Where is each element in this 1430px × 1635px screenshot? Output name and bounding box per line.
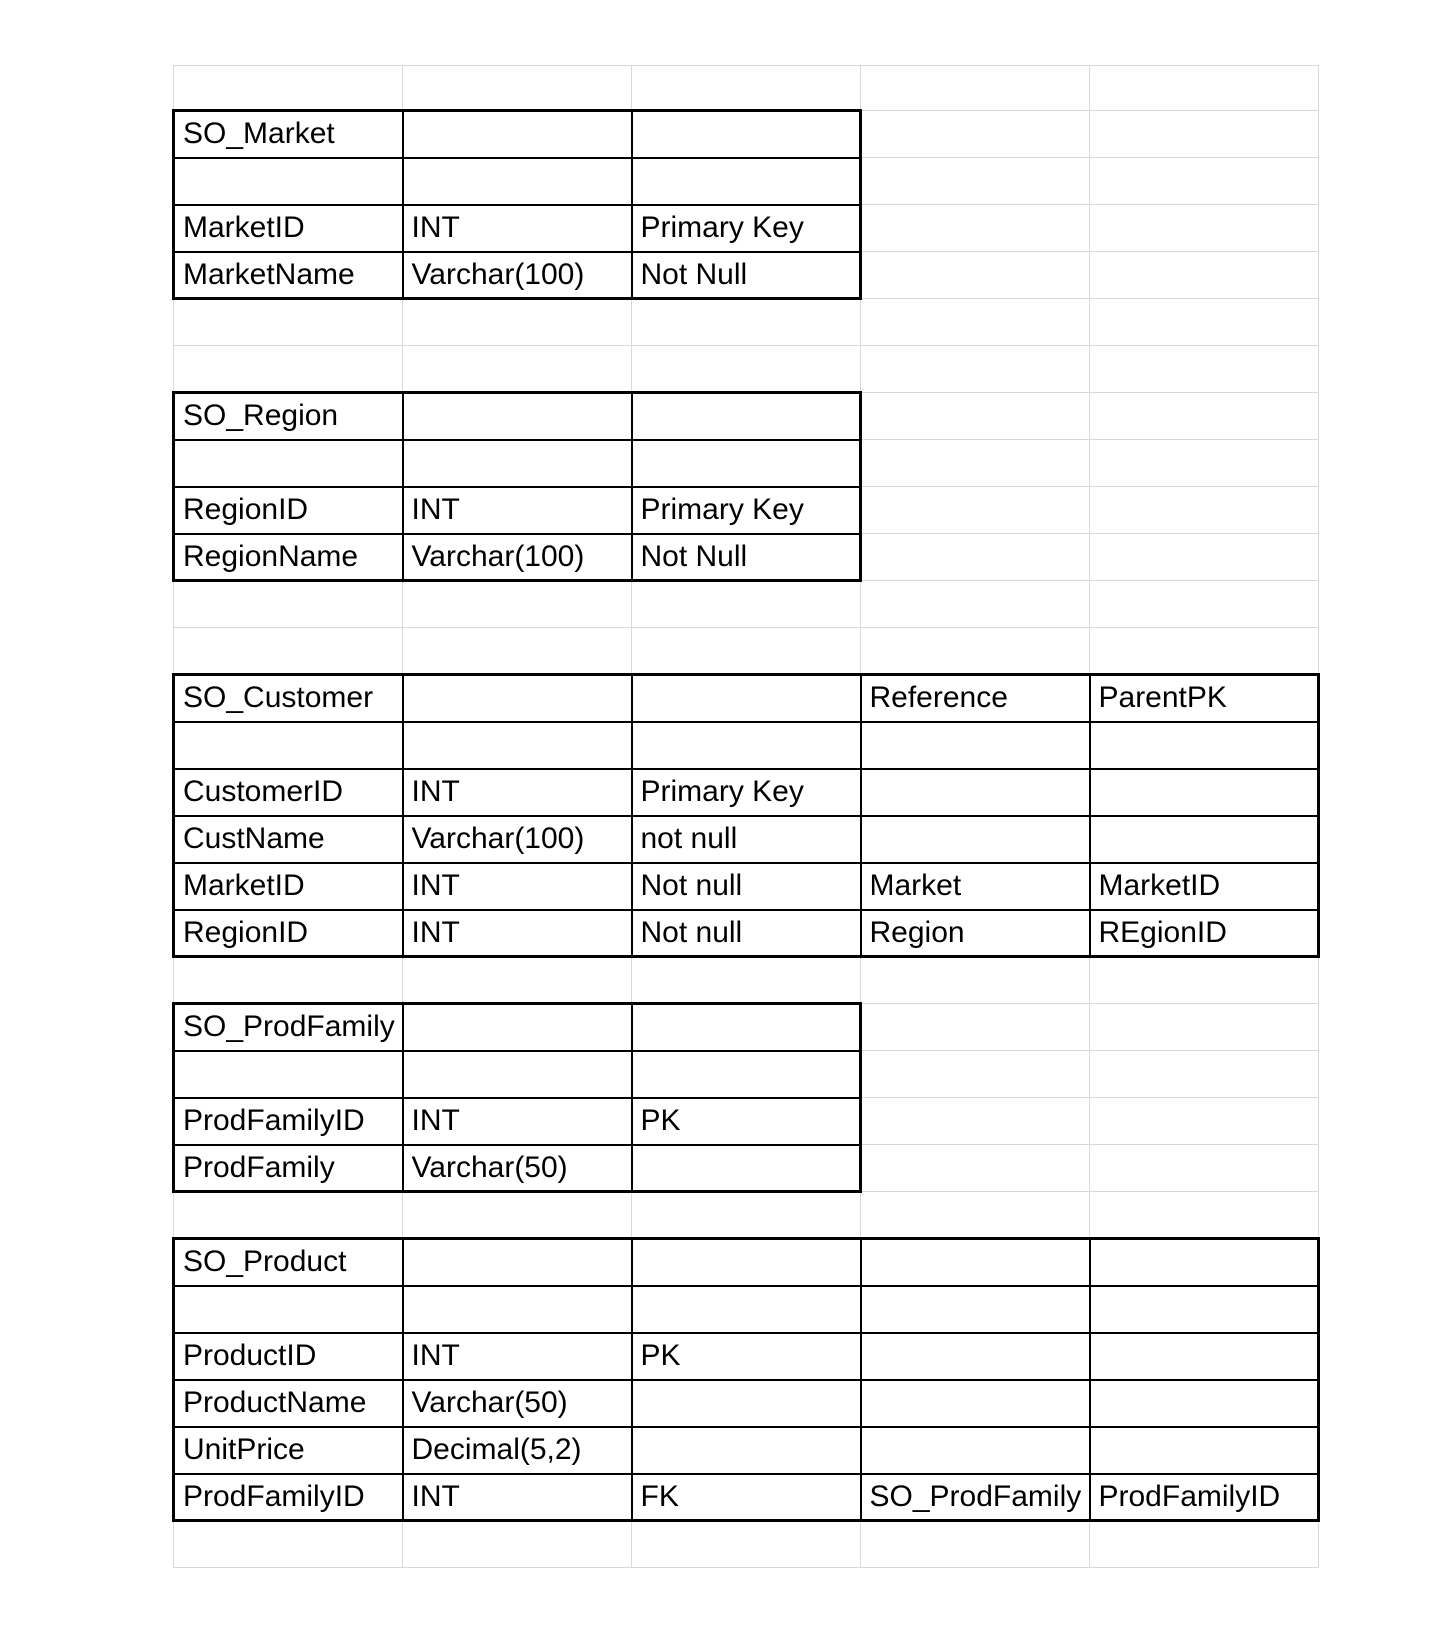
grid-cell[interactable] — [861, 957, 1090, 1004]
grid-cell[interactable] — [403, 957, 632, 1004]
column-name-cell[interactable]: MarketName — [174, 252, 403, 299]
grid-row — [174, 299, 1319, 346]
grid-cell[interactable] — [632, 158, 861, 205]
grid-cell[interactable] — [174, 1286, 403, 1333]
column-type-cell[interactable]: INT — [403, 487, 632, 534]
column-type-cell[interactable]: Varchar(50) — [403, 1145, 632, 1192]
reference-cell[interactable] — [861, 1380, 1090, 1427]
column-constraint-cell[interactable] — [632, 1427, 861, 1474]
region-table-title[interactable]: SO_Region — [174, 393, 403, 440]
grid-cell[interactable] — [174, 581, 403, 628]
parent-pk-cell[interactable]: REgionID — [1090, 910, 1319, 957]
grid-cell[interactable] — [632, 346, 861, 393]
product-title-row — [174, 1239, 1319, 1286]
grid-cell[interactable] — [403, 675, 632, 722]
grid-cell[interactable] — [861, 534, 1090, 581]
prodfamily-blank-row — [174, 1051, 1319, 1098]
grid-cell[interactable] — [632, 440, 861, 487]
table-row — [174, 1333, 1319, 1380]
parent-pk-cell[interactable] — [1090, 1380, 1319, 1427]
grid-cell[interactable] — [861, 252, 1090, 299]
grid-cell[interactable] — [861, 722, 1090, 769]
reference-cell[interactable] — [861, 1427, 1090, 1474]
grid-cell[interactable] — [174, 628, 403, 675]
grid-cell[interactable] — [403, 299, 632, 346]
customer-blank-row — [174, 722, 1319, 769]
grid-cell[interactable] — [632, 1192, 861, 1239]
grid-cell[interactable] — [403, 111, 632, 158]
grid-row — [174, 346, 1319, 393]
column-name-cell[interactable]: RegionID — [174, 910, 403, 957]
grid-cell[interactable] — [174, 1521, 403, 1568]
column-name-cell[interactable]: ProdFamily — [174, 1145, 403, 1192]
grid-cell[interactable] — [1090, 534, 1319, 581]
column-type-cell[interactable]: INT — [403, 1474, 632, 1521]
grid-cell[interactable] — [861, 393, 1090, 440]
column-constraint-cell[interactable]: not null — [632, 816, 861, 863]
column-name-cell[interactable]: ProdFamilyID — [174, 1098, 403, 1145]
region-title-row — [174, 393, 1319, 440]
grid-cell[interactable] — [861, 581, 1090, 628]
grid-cell[interactable] — [632, 722, 861, 769]
column-constraint-cell[interactable] — [632, 1145, 861, 1192]
column-constraint-cell[interactable]: Not Null — [632, 534, 861, 581]
grid-cell[interactable] — [632, 299, 861, 346]
grid-cell[interactable] — [632, 1521, 861, 1568]
column-type-cell[interactable]: Varchar(100) — [403, 816, 632, 863]
reference-cell[interactable]: Market — [861, 863, 1090, 910]
column-constraint-cell[interactable]: Not null — [632, 863, 861, 910]
grid-row — [174, 66, 1319, 111]
column-constraint-cell[interactable]: PK — [632, 1333, 861, 1380]
table-row — [174, 205, 1319, 252]
column-constraint-cell[interactable]: PK — [632, 1098, 861, 1145]
grid-cell[interactable] — [1090, 581, 1319, 628]
grid-row — [174, 581, 1319, 628]
grid-cell[interactable] — [403, 1051, 632, 1098]
column-name-cell[interactable]: CustName — [174, 816, 403, 863]
grid-cell[interactable] — [1090, 205, 1319, 252]
grid-cell[interactable] — [1090, 440, 1319, 487]
table-row — [174, 487, 1319, 534]
grid-cell[interactable] — [632, 628, 861, 675]
column-type-cell[interactable]: INT — [403, 1333, 632, 1380]
grid-cell[interactable] — [403, 1192, 632, 1239]
reference-cell[interactable] — [861, 1333, 1090, 1380]
grid-cell[interactable] — [861, 1521, 1090, 1568]
grid-cell[interactable] — [1090, 111, 1319, 158]
grid-cell[interactable] — [861, 1004, 1090, 1051]
parent-pk-header[interactable]: ParentPK — [1090, 675, 1319, 722]
grid-cell[interactable] — [632, 1051, 861, 1098]
grid-cell[interactable] — [632, 957, 861, 1004]
grid-cell[interactable] — [1090, 1239, 1319, 1286]
grid-cell[interactable] — [632, 675, 861, 722]
grid-cell[interactable] — [1090, 252, 1319, 299]
table-row — [174, 1145, 1319, 1192]
column-name-cell[interactable]: ProdFamilyID — [174, 1474, 403, 1521]
reference-cell[interactable] — [861, 816, 1090, 863]
table-row — [174, 910, 1319, 957]
column-type-cell[interactable]: Varchar(100) — [403, 534, 632, 581]
grid-cell[interactable] — [174, 66, 403, 111]
grid-cell[interactable] — [1090, 1145, 1319, 1192]
spreadsheet-grid — [172, 65, 1320, 1568]
grid-cell[interactable] — [403, 1004, 632, 1051]
column-name-cell[interactable]: ProductID — [174, 1333, 403, 1380]
grid-cell[interactable] — [861, 1145, 1090, 1192]
grid-cell[interactable] — [861, 628, 1090, 675]
table-row — [174, 769, 1319, 816]
column-constraint-cell[interactable]: FK — [632, 1474, 861, 1521]
column-name-cell[interactable]: CustomerID — [174, 769, 403, 816]
grid-cell[interactable] — [1090, 957, 1319, 1004]
grid-cell[interactable] — [861, 66, 1090, 111]
column-type-cell[interactable]: Varchar(100) — [403, 252, 632, 299]
prodfamily-table-title[interactable]: SO_ProdFamily — [174, 1004, 403, 1051]
reference-cell[interactable] — [861, 769, 1090, 816]
grid-cell[interactable] — [174, 722, 403, 769]
grid-cell[interactable] — [861, 111, 1090, 158]
market-blank-row — [174, 158, 1319, 205]
grid-cell[interactable] — [1090, 346, 1319, 393]
parent-pk-cell[interactable] — [1090, 816, 1319, 863]
grid-cell[interactable] — [632, 1239, 861, 1286]
column-name-cell[interactable]: MarketID — [174, 205, 403, 252]
table-row — [174, 534, 1319, 581]
grid-cell[interactable] — [1090, 1004, 1319, 1051]
grid-cell[interactable] — [861, 1286, 1090, 1333]
column-constraint-cell[interactable]: Not null — [632, 910, 861, 957]
table-row — [174, 863, 1319, 910]
column-type-cell[interactable]: Decimal(5,2) — [403, 1427, 632, 1474]
grid-cell[interactable] — [403, 628, 632, 675]
table-row — [174, 1098, 1319, 1145]
customer-title-row — [174, 675, 1319, 722]
grid-cell[interactable] — [632, 1286, 861, 1333]
column-constraint-cell[interactable] — [632, 1380, 861, 1427]
grid-cell[interactable] — [1090, 299, 1319, 346]
table-row — [174, 1427, 1319, 1474]
grid-cell[interactable] — [861, 1098, 1090, 1145]
market-title-row — [174, 111, 1319, 158]
grid-cell[interactable] — [632, 1004, 861, 1051]
grid-cell[interactable] — [861, 1192, 1090, 1239]
grid-cell[interactable] — [1090, 722, 1319, 769]
table-row — [174, 816, 1319, 863]
grid-row — [174, 628, 1319, 675]
column-constraint-cell[interactable]: Primary Key — [632, 205, 861, 252]
product-table-title[interactable]: SO_Product — [174, 1239, 403, 1286]
column-type-cell[interactable]: INT — [403, 863, 632, 910]
column-type-cell[interactable]: INT — [403, 1098, 632, 1145]
grid-cell[interactable] — [1090, 1521, 1319, 1568]
grid-cell[interactable] — [1090, 1051, 1319, 1098]
grid-cell[interactable] — [174, 440, 403, 487]
grid-cell[interactable] — [861, 1239, 1090, 1286]
grid-cell[interactable] — [174, 346, 403, 393]
table-row — [174, 1380, 1319, 1427]
grid-cell[interactable] — [861, 158, 1090, 205]
reference-cell[interactable]: Region — [861, 910, 1090, 957]
parent-pk-cell[interactable] — [1090, 1333, 1319, 1380]
column-name-cell[interactable]: UnitPrice — [174, 1427, 403, 1474]
grid-cell[interactable] — [403, 1239, 632, 1286]
column-name-cell[interactable]: RegionName — [174, 534, 403, 581]
parent-pk-cell[interactable]: MarketID — [1090, 863, 1319, 910]
grid-cell[interactable] — [861, 440, 1090, 487]
grid-cell[interactable] — [403, 722, 632, 769]
grid-cell[interactable] — [861, 487, 1090, 534]
grid-row — [174, 957, 1319, 1004]
column-name-cell[interactable]: RegionID — [174, 487, 403, 534]
reference-header[interactable]: Reference — [861, 675, 1090, 722]
grid-cell[interactable] — [632, 66, 861, 111]
grid-cell[interactable] — [403, 66, 632, 111]
grid-cell[interactable] — [174, 1192, 403, 1239]
market-table-title[interactable]: SO_Market — [174, 111, 403, 158]
grid-cell[interactable] — [632, 111, 861, 158]
table-row — [174, 1474, 1319, 1521]
grid-cell[interactable] — [403, 440, 632, 487]
grid-cell[interactable] — [632, 581, 861, 628]
grid-cell[interactable] — [403, 346, 632, 393]
grid-cell[interactable] — [1090, 66, 1319, 111]
column-constraint-cell[interactable]: Not Null — [632, 252, 861, 299]
grid-cell[interactable] — [174, 1051, 403, 1098]
region-blank-row — [174, 440, 1319, 487]
parent-pk-cell[interactable] — [1090, 1427, 1319, 1474]
grid-cell[interactable] — [403, 1521, 632, 1568]
grid-cell[interactable] — [1090, 628, 1319, 675]
column-constraint-cell[interactable]: Primary Key — [632, 487, 861, 534]
column-type-cell[interactable]: Varchar(50) — [403, 1380, 632, 1427]
grid-cell[interactable] — [861, 299, 1090, 346]
grid-cell[interactable] — [1090, 487, 1319, 534]
column-name-cell[interactable]: MarketID — [174, 863, 403, 910]
column-constraint-cell[interactable]: Primary Key — [632, 769, 861, 816]
table-row — [174, 252, 1319, 299]
grid-cell[interactable] — [1090, 1192, 1319, 1239]
grid-cell[interactable] — [861, 346, 1090, 393]
parent-pk-cell[interactable] — [1090, 769, 1319, 816]
grid-cell[interactable] — [403, 393, 632, 440]
grid-cell[interactable] — [403, 1286, 632, 1333]
product-blank-row — [174, 1286, 1319, 1333]
prodfamily-title-row — [174, 1004, 1319, 1051]
reference-cell[interactable]: SO_ProdFamily — [861, 1474, 1090, 1521]
grid-cell[interactable] — [861, 1051, 1090, 1098]
grid-cell[interactable] — [403, 581, 632, 628]
column-type-cell[interactable]: INT — [403, 769, 632, 816]
column-name-cell[interactable]: ProductName — [174, 1380, 403, 1427]
grid-cell[interactable] — [1090, 1098, 1319, 1145]
column-type-cell[interactable]: INT — [403, 910, 632, 957]
parent-pk-cell[interactable]: ProdFamilyID — [1090, 1474, 1319, 1521]
grid-cell[interactable] — [174, 299, 403, 346]
grid-cell[interactable] — [174, 957, 403, 1004]
grid-cell[interactable] — [1090, 1286, 1319, 1333]
grid-row — [174, 1521, 1319, 1568]
column-type-cell[interactable]: INT — [403, 205, 632, 252]
grid-cell[interactable] — [861, 205, 1090, 252]
grid-row — [174, 1192, 1319, 1239]
customer-table-title[interactable]: SO_Customer — [174, 675, 403, 722]
grid-cell[interactable] — [174, 158, 403, 205]
grid-cell[interactable] — [403, 158, 632, 205]
grid-cell[interactable] — [1090, 158, 1319, 205]
grid-cell[interactable] — [632, 393, 861, 440]
grid-cell[interactable] — [1090, 393, 1319, 440]
